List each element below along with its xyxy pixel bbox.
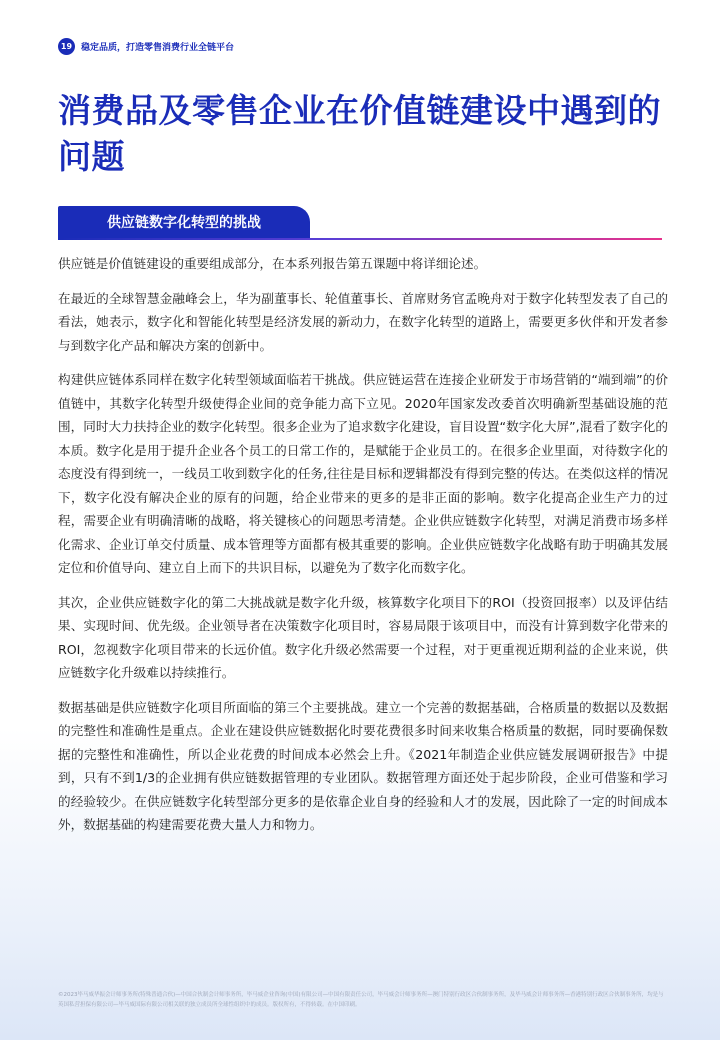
- paragraph-1: 供应链是价值链建设的重要组成部分，在本系列报告第五课题中将详细论述。: [58, 256, 487, 271]
- section-heading: 供应链数字化转型的挑战: [58, 206, 310, 238]
- paragraph-2: 在最近的全球智慧金融峰会上，华为副董事长、轮值董事长、首席财务官孟晚舟对于数字化转型发表了自己的看法，她表示，数字化和智能化转型是经济发展的新动力，在数字化转型的道路上，需要更多伙伴和开发者参与到数字化产品和解决方案的创新中。: [58, 290, 668, 353]
- section-divider: [58, 238, 662, 240]
- running-header: [58, 38, 234, 55]
- body-text: [58, 252, 668, 848]
- page-number-badge: 19: [58, 38, 75, 55]
- paragraph-3: 构建供应链体系同样在数字化转型领域面临若干挑战。供应链运营在连接企业研发于市场营销的“端到端”的价值链中，其数字化转型升级使得企业间的竞争能力高下立见。2020年国家发改委首次明确新型基础设施的范围，同时大力扶持企业的数字化转型。很多企业为了追求数字化建设，盲目设置“数字化大屏”,混看了数字化的本质。数字化是用于提升企业各个员工的日常工作的，是赋能于企业员工的。在很多企业里面，对待数字化的态度没有得到统一，一线员工收到数字化的任务,往往是目标和逻辑都没有得到完整的传达。在类似这样的情况下，数字化没有解决企业的原有的问题，给企业带来的更多的是非正面的影响。数字化提高企业生产力的过程，需要企业有明确清晰的战略，将关键核心的问题思考清楚。企业供应链数字化转型，对满足消费市场多样化需求、企业订单交付质量、成本管理等方面都有极其重要的影响。企业供应链数字化战略有助于明确其发展定位和价值导向、建立自上而下的共识目标，以避免为了数字化而数字化。: [58, 372, 668, 575]
- section-header: [58, 206, 662, 240]
- running-title: 稳定品质，打造零售消费行业全链平台: [81, 43, 235, 53]
- legal-footer: ©2023毕马威华振会计师事务所(特殊普通合伙)—中国合伙制会计师事务所，毕马威企业咨询(中国)有限公司—中国有限责任公司，毕马威会计师事务所—澳门特别行政区合伙制事务所，及毕马威会计师事务所—香港特别行政区合伙制事务所，均是与英国私营担保有限公司—毕马威国际有限公司相关联的独立成员所全球性组织中的成员。版权所有，不得转载。在中国印刷。: [58, 992, 664, 1008]
- paragraph-4: 其次，企业供应链数字化的第二大挑战就是数字化升级，核算数字化项目下的ROI（投资回报率）以及评估结果、实现时间、优先级。企业领导者在决策数字化项目时，容易局限于该项目中，而没有计算到数字化带来的ROI，忽视数字化项目带来的长远价值。数字化升级必然需要一个过程，对于更重视近期利益的企业来说，供应链数字化升级难以持续推行。: [58, 594, 668, 680]
- page-title: 消费品及零售企业在价值链建设中遇到的问题: [58, 91, 661, 176]
- paragraph-5: 数据基础是供应链数字化项目所面临的第三个主要挑战。建立一个完善的数据基础，合格质量的数据以及数据的完整性和准确性是重点。企业在建设供应链数据化时要花费很多时间来收集合格质量的数据，同时要确保数据的完整性和准确性，所以企业花费的时间成本必然会上升。《2021年制造企业供应链发展调研报告》中提到，只有不到1/3的企业拥有供应链数据管理的专业团队。数据管理方面还处于起步阶段，企业可借鉴和学习的经验较少。在供应链数字化转型部分更多的是依靠企业自身的经验和人才的发展，因此除了一定的时间成本外，数据基础的构建需要花费大量人力和物力。: [58, 699, 668, 832]
